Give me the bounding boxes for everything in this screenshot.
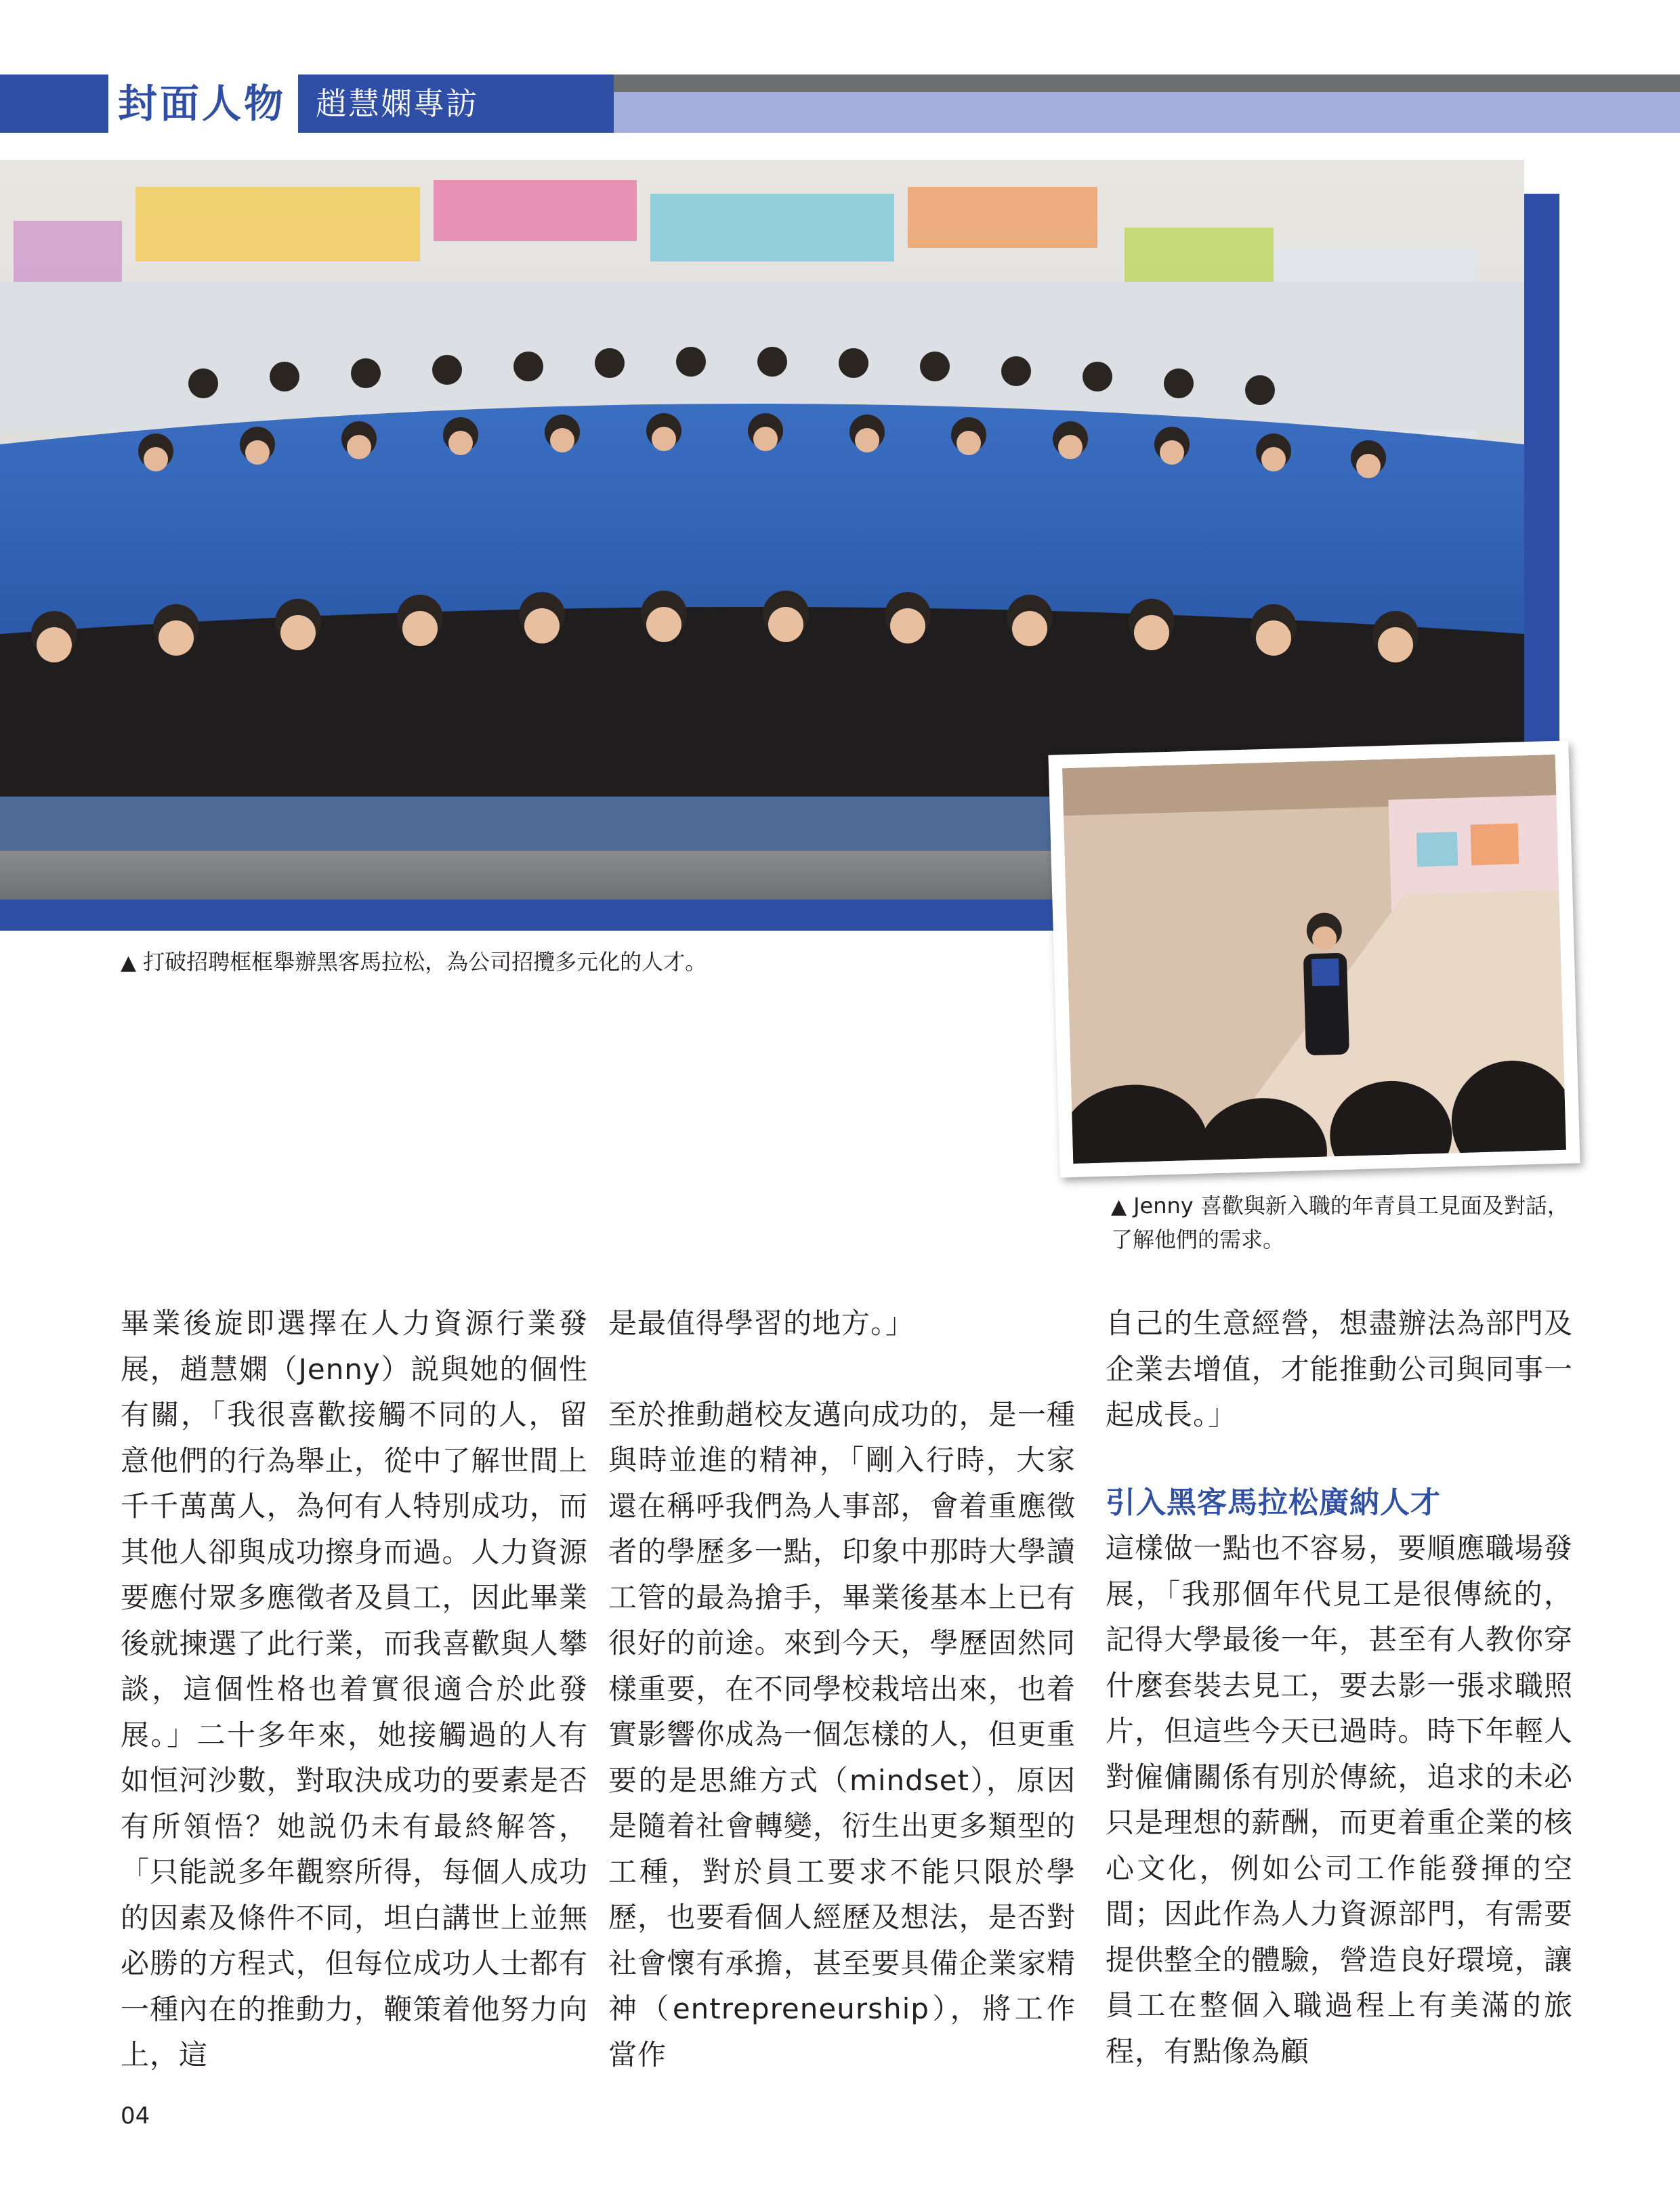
article-column-3 [1106,1300,1573,2074]
section-subtitle: 趙慧嫻專訪 [316,85,478,122]
article-paragraph: 畢業後旋即選擇在人力資源行業發展，趙慧嫻（Jenny）説與她的個性有關，「我很喜歡接觸不同的人，留意他們的行為舉止，從中了解世間上千千萬萬人，為何有人特別成功，而其他人卻與成功擦身而過。人力資源要應付眾多應徵者及員工，因此畢業後就揀選了此行業，而我喜歡與人攀談，這個性格也着實很適合於此發展。」二十多年來，她接觸過的人有如恒河沙數，對取決成功的要素是否有所領悟？她説仍未有最終解答，「只能説多年觀察所得，每個人成功的因素及條件不同，坦白講世上並無必勝的方程式，但每位成功人士都有一種內在的推動力，鞭策着他努力向上，這 [121,1307,588,2071]
article-paragraph: 自己的生意經營，想盡辦法為部門及企業去增值，才能推動公司與同事一起成長。」 [1106,1307,1573,1431]
caption-marker-icon: ▲ [1111,1195,1127,1219]
caption-speaker-photo: ▲ Jenny 喜歡與新入職的年青員工見面及對話，了解他們的需求。 [1111,1193,1569,1252]
article-paragraph: 至於推動趙校友邁向成功的，是一種與時並進的精神，「剛入行時，大家還在稱呼我們為人事部，會着重應徵者的學歷多一點，印象中那時大學讀工管的最為搶手，畢業後基本上已有很好的前途。來到今天，學歷固然同樣重要，在不同學校栽培出來，也着實影響你成為一個怎樣的人，但更重要的是思維方式（mindset），原因是隨着社會轉變，衍生出更多類型的工種，對於員工要求不能只限於學歷，也要看個人經歷及想法，是否對社會懷有承擔，甚至要具備企業家精神（entrepreneurship），將工作當作 [608,1397,1076,2071]
header-grey-stripe [614,75,1680,92]
article-column-1 [121,1300,588,2078]
section-title: 封面人物 [118,81,287,127]
caption-group-photo: ▲ 打破招聘框框舉辦黑客馬拉松，為公司招攬多元化的人才。 [121,949,707,975]
header-lavender-stripe [614,92,1680,133]
speaker-photo [1062,755,1566,1164]
caption-marker-icon: ▲ [121,951,137,975]
article-subheading: 引入黑客馬拉松廣納人才 [1106,1485,1441,1520]
article-paragraph: 這樣做一點也不容易，要順應職場發展，「我那個年代見工是很傳統的，記得大學最後一年，甚至有人教你穿什麼套裝去見工，要去影一張求職照片，但這些今天已過時。時下年輕人對僱傭關係有別於傳統，追求的未必只是理想的薪酬，而更着重企業的核心文化，例如公司工作能發揮的空間；因此作為人力資源部門，有需要提供整全的體驗，營造良好環境，讓員工在整個入職過程上有美滿的旅程，有點像為顧 [1106,1531,1573,2068]
inset-photo-frame [1048,740,1580,1177]
article-paragraph: 是最值得學習的地方。」 [608,1307,915,1340]
header-accent-block [0,75,108,133]
article-column-2 [608,1300,1076,2077]
page-number: 04 [121,2102,150,2130]
photo-accent-bar-bottom [0,900,1057,931]
